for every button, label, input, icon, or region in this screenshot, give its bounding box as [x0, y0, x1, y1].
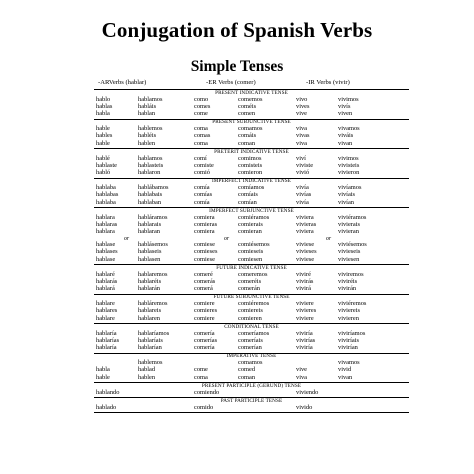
tense-heading: PRESENT SUBJUNCTIVE TENSE [212, 119, 291, 126]
conjugation-cell: comiere [194, 300, 215, 308]
column-header-ir: -IR Verbs (vivir) [306, 79, 350, 86]
conjugation-cell: viviréis [338, 277, 358, 285]
conjugation-cell: vivas [296, 132, 310, 140]
conjugation-cell: come [194, 366, 208, 374]
conjugation-cell: vivieren [338, 314, 359, 322]
conjugation-cell: comeremos [238, 270, 268, 278]
conjugation-cell: vivieron [338, 169, 360, 177]
conjugation-cell: comían [238, 198, 257, 206]
conjugation-cell: hablases [96, 248, 118, 256]
conjugation-cell: viviríais [338, 336, 359, 344]
conjugation-cell: comiera [194, 213, 215, 221]
conjugation-cell: habláis [138, 102, 157, 110]
conjugation-cell: comía [194, 184, 210, 192]
conjugation-cell: vivís [338, 102, 351, 110]
conjugation-cell: vivimos [338, 154, 359, 162]
conjugation-cell: comiesen [238, 255, 263, 263]
conjugation-cell: viváis [338, 132, 354, 140]
page-title: Conjugation of Spanish Verbs [101, 18, 373, 42]
conjugation-cell: comerán [238, 285, 260, 293]
conjugation-cell: hablarían [138, 344, 162, 352]
conjugation-cell: comimos [238, 154, 262, 162]
conjugation-cell: comiese [194, 241, 215, 249]
conjugation-cell: vivieras [296, 220, 317, 228]
conjugation-cell: hablo [96, 95, 111, 103]
conjugation-cell: hables [96, 132, 113, 140]
conjugation-cell: comas [194, 132, 211, 140]
conjugation-cell: comiendo [194, 388, 220, 396]
conjugation-cell: vivía [296, 184, 309, 192]
conjugation-cell: viví [296, 154, 306, 162]
tense-heading: IMPERFECT SUBJUNCTIVE TENSE [209, 207, 294, 214]
conjugation-cell: hablares [96, 307, 118, 315]
conjugation-cell: hablarías [96, 336, 120, 344]
conjugation-cell: hablaren [138, 314, 160, 322]
conjugation-cell: vives [296, 102, 310, 110]
conjugation-cell: hablasteis [138, 161, 164, 169]
conjugation-row [94, 344, 409, 351]
conjugation-cell: habla [96, 110, 110, 118]
conjugation-cell: viva [296, 373, 308, 381]
conjugation-row [94, 278, 409, 285]
conjugation-cell: comerás [194, 277, 216, 285]
conjugation-cell: hablare [96, 314, 115, 322]
conjugation-cell: vivías [296, 191, 312, 199]
conjugation-cell: hablará [96, 285, 115, 293]
conjugation-cell: viviremos [338, 270, 364, 278]
conjugation-cell: vivid [338, 366, 352, 374]
conjugation-row [94, 162, 409, 169]
conjugation-row [94, 96, 409, 103]
conjugation-row [94, 366, 409, 373]
conjugation-cell: come [194, 110, 208, 118]
conjugation-row [94, 110, 409, 117]
conjugation-cell: como [194, 95, 209, 103]
conjugation-cell: hablado [96, 403, 117, 411]
conjugation-cell: viviste [296, 161, 314, 169]
conjugation-cell: vivieres [296, 307, 317, 315]
conjugation-cell: habláramos [138, 213, 168, 221]
conjugation-cell: vivirías [296, 336, 316, 344]
conjugation-cell: hablarán [138, 285, 160, 293]
conjugation-cell: comiste [194, 161, 214, 169]
conjugation-cell: hablad [138, 366, 156, 374]
conjugation-cell: coma [194, 139, 208, 147]
conjugation-row [94, 169, 409, 176]
conjugation-cell: comerías [194, 336, 218, 344]
conjugation-cell: comen [238, 110, 256, 118]
conjugation-row [94, 103, 409, 110]
conjugation-cell: coman [238, 373, 256, 381]
page-subtitle: Simple Tenses [190, 58, 284, 75]
conjugation-cell: vivieran [338, 228, 359, 236]
conjugation-cell: comed [238, 366, 256, 374]
conjugation-cell: viva [296, 139, 308, 147]
conjugation-cell: comí [194, 154, 207, 162]
conjugation-cell: viviereis [338, 307, 361, 315]
conjugation-cell: coma [194, 125, 208, 133]
conjugation-cell: hablase [96, 241, 116, 249]
tense-heading: IMPERATIVE TENSE [226, 353, 277, 360]
conjugation-cell: vivían [338, 198, 354, 206]
conjugation-cell: comiera [194, 228, 215, 236]
column-header-er: -ER Verbs (comer) [206, 79, 256, 86]
conjugation-cell: viviese [296, 241, 315, 249]
conjugation-cell: comerá [194, 285, 213, 293]
conjugation-cell: vivirás [296, 277, 314, 285]
conjugation-cell: hablaba [96, 184, 116, 192]
conjugation-row [94, 256, 409, 263]
conjugation-cell: comisteis [238, 161, 263, 169]
conjugation-cell: comía [194, 198, 210, 206]
conjugation-cell: hablaran [138, 228, 160, 236]
conjugation-cell: hablamos [138, 154, 163, 162]
conjugation-cell: vivíais [338, 191, 356, 199]
conjugation-cell: hablaban [138, 198, 162, 206]
conjugation-cell: comeréis [238, 277, 262, 285]
conjugation-cell: comerían [238, 344, 262, 352]
conjugation-cell: vivíamos [338, 184, 362, 192]
conjugation-cell: hablabais [138, 191, 163, 199]
or-separator: or [124, 235, 130, 242]
section-rule [94, 412, 409, 413]
conjugation-row [94, 404, 409, 411]
conjugation-cell: comieron [238, 169, 263, 177]
conjugation-cell: vivirían [338, 344, 358, 352]
conjugation-cell: hablarais [138, 220, 162, 228]
conjugation-cell: vivirá [296, 285, 311, 293]
conjugation-cell: comamos [238, 125, 263, 133]
conjugation-cell: viva [296, 125, 308, 133]
conjugation-cell: hablareis [138, 307, 162, 315]
conjugation-cell: viviré [296, 270, 311, 278]
tense-heading: PRESENT PARTICIPLE (GERUND) TENSE [201, 382, 302, 389]
conjugation-cell: comiéramos [238, 213, 270, 221]
or-separator: or [326, 235, 332, 242]
conjugation-cell: comieseis [238, 248, 264, 256]
conjugation-cell: viviese [296, 255, 315, 263]
conjugation-row [94, 307, 409, 314]
conjugation-cell: hablaréis [138, 277, 162, 285]
conjugation-cell: comamos [238, 359, 263, 367]
conjugation-cell: comería [194, 344, 215, 352]
conjugation-row [94, 132, 409, 139]
tense-heading: FUTURE SUBJUNCTIVE TENSE [213, 294, 290, 301]
conjugation-cell: vivisteis [338, 161, 360, 169]
conjugation-row [94, 271, 409, 278]
conjugation-cell: habláremos [138, 300, 168, 308]
conjugation-cell: hablasen [138, 255, 161, 263]
conjugation-row [94, 221, 409, 228]
conjugation-cell: hablemos [138, 359, 163, 367]
conjugation-row [94, 300, 409, 307]
conjugation-cell: viviésemos [338, 241, 367, 249]
conjugation-cell: hablando [96, 388, 120, 396]
conjugation-row [94, 359, 409, 366]
conjugation-cell: comáis [238, 132, 257, 140]
conjugation-cell: vivieses [296, 248, 317, 256]
conjugation-cell: comíais [238, 191, 258, 199]
conjugation-cell: comiese [194, 255, 215, 263]
tense-heading: IMPERFECT INDICATIVE TENSE [211, 178, 292, 185]
conjugation-cell: hablaseis [138, 248, 162, 256]
conjugation-cell: comeríais [238, 336, 263, 344]
conjugation-cell: comiésemos [238, 241, 270, 249]
conjugation-cell: vivan [338, 139, 353, 147]
conjugation-row [94, 155, 409, 162]
conjugation-row [94, 241, 409, 248]
conjugation-cell: hablare [96, 300, 115, 308]
conjugation-cell: viviéremos [338, 300, 367, 308]
conjugation-cell: vivan [338, 373, 353, 381]
conjugation-cell: vivamos [338, 359, 360, 367]
conjugation-cell: coman [238, 139, 256, 147]
conjugation-cell: vivido [296, 403, 313, 411]
conjugation-row [94, 330, 409, 337]
conjugation-cell: hable [96, 125, 110, 133]
conjugation-cell: habla [96, 366, 110, 374]
conjugation-cell: comiéremos [238, 300, 270, 308]
conjugation-cell: coma [194, 373, 208, 381]
column-header-ar: -ARVerbs (hablar) [98, 79, 147, 86]
conjugation-cell: comías [194, 191, 213, 199]
conjugation-cell: comiereis [238, 307, 263, 315]
conjugation-cell: comieses [194, 248, 218, 256]
conjugation-cell: hablaríais [138, 336, 163, 344]
conjugation-cell: coméis [238, 102, 257, 110]
conjugation-cell: hablaremos [138, 270, 168, 278]
conjugation-cell: hablan [138, 110, 156, 118]
conjugation-cell: comeré [194, 270, 213, 278]
conjugation-cell: comes [194, 102, 211, 110]
conjugation-cell: viviera [296, 213, 314, 221]
tense-heading: PRESENT INDICATIVE TENSE [215, 89, 288, 96]
conjugation-cell: hablásemos [138, 241, 168, 249]
conjugation-cell: comido [194, 403, 214, 411]
conjugation-cell: viviría [296, 344, 313, 352]
conjugation-cell: comería [194, 329, 215, 337]
conjugation-cell: viven [338, 110, 353, 118]
conjugation-cell: hablas [96, 102, 113, 110]
conjugation-cell: comíamos [238, 184, 265, 192]
conjugation-cell: comieres [194, 307, 218, 315]
conjugation-row [94, 214, 409, 221]
conjugation-cell: vivimos [338, 95, 359, 103]
conjugation-cell: viviera [296, 228, 314, 236]
conjugation-cell: comiere [194, 314, 215, 322]
conjugation-cell: hablábamos [138, 184, 169, 192]
conjugation-row [94, 315, 409, 322]
conjugation-cell: comieran [238, 228, 262, 236]
conjugation-row [94, 199, 409, 206]
conjugation-cell: hablara [96, 228, 115, 236]
conjugation-cell: comió [194, 169, 210, 177]
conjugation-cell: viviríamos [338, 329, 366, 337]
conjugation-cell: hablaste [96, 161, 117, 169]
conjugation-cell: viviere [296, 300, 314, 308]
conjugation-cell: viviría [296, 329, 313, 337]
conjugation-cell: vivirán [338, 285, 357, 293]
conjugation-row [94, 285, 409, 292]
conjugation-cell: hablara [96, 213, 115, 221]
conjugation-cell: viviendo [296, 388, 319, 396]
conjugation-row [94, 125, 409, 132]
conjugation-cell: hablaríamos [138, 329, 170, 337]
conjugation-cell: hablabas [96, 191, 119, 199]
conjugation-cell: vivierais [338, 220, 361, 228]
conjugation-row [94, 228, 409, 235]
conjugation-cell: hablaré [96, 270, 115, 278]
conjugation-cell: hablarás [96, 277, 118, 285]
conjugation-cell: viviéramos [338, 213, 367, 221]
conjugation-cell: hablemos [138, 125, 163, 133]
conjugation-cell: vive [296, 366, 308, 374]
conjugation-row [94, 140, 409, 147]
conjugation-row [94, 191, 409, 198]
conjugation-cell: vivo [296, 95, 308, 103]
conjugation-cell: habléis [138, 132, 157, 140]
conjugation-cell: vivía [296, 198, 309, 206]
or-separator: or [224, 235, 230, 242]
conjugation-cell: hablaras [96, 220, 118, 228]
tense-heading: PRETERIT INDICATIVE TENSE [214, 148, 289, 155]
tense-heading: PAST PARTICIPLE TENSE [220, 397, 283, 404]
conjugation-cell: habló [96, 169, 111, 177]
conjugation-cell: viviere [296, 314, 314, 322]
conjugation-cell: comierais [238, 220, 263, 228]
tense-heading: FUTURE INDICATIVE TENSE [216, 264, 287, 271]
conjugation-cell: hable [96, 139, 110, 147]
conjugation-cell: hablaría [96, 329, 117, 337]
conjugation-cell: comemos [238, 95, 263, 103]
conjugation-cell: hable [96, 373, 110, 381]
conjugation-cell: vivamos [338, 125, 360, 133]
conjugation-cell: vivió [296, 169, 310, 177]
conjugation-cell: vivieseis [338, 248, 361, 256]
conjugation-row [94, 184, 409, 191]
conjugation-cell: hablen [138, 373, 156, 381]
conjugation-row [94, 248, 409, 255]
conjugation-cell: comieras [194, 220, 218, 228]
conjugation-cell: vive [296, 110, 308, 118]
column-header-row [94, 79, 409, 88]
conjugation-cell: comieren [238, 314, 262, 322]
conjugation-cell: hablase [96, 255, 116, 263]
conjugation-cell: hablen [138, 139, 156, 147]
conjugation-cell: hablamos [138, 95, 163, 103]
conjugation-cell: hablaría [96, 344, 117, 352]
conjugation-cell: viviesen [338, 255, 360, 263]
tense-heading: CONDITIONAL TENSE [224, 323, 279, 330]
conjugation-cell: comeríamos [238, 329, 270, 337]
conjugation-row [94, 389, 409, 396]
conjugation-cell: hablaba [96, 198, 116, 206]
conjugation-row [94, 374, 409, 381]
conjugation-row [94, 337, 409, 344]
conjugation-cell: hablaron [138, 169, 161, 177]
conjugation-cell: hablé [96, 154, 110, 162]
